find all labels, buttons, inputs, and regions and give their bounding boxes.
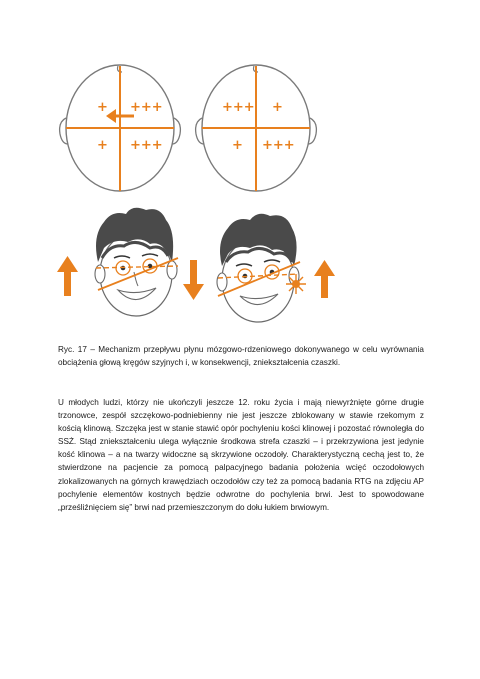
skull-left-label-q3: + [97,138,108,153]
figure-caption: Ryc. 17 – Mechanizm przepływu płynu mózgowo-rdzeniowego dokonywanego w celu wyrównania obciążenia głową kręgów szyjnych i, w konsekwencji, zniekształcenia czaszki. [58,345,424,367]
arrow-up-icon [57,256,78,296]
boy-face-right [217,214,306,322]
arrow-up-icon [314,260,335,298]
skull-left [60,65,181,191]
body-paragraph: U młodych ludzi, którzy nie ukończyli jeszcze 12. roku życia i mają niewyrżnięte górne drugie trzonowce, zespół szczękowo-podniebienny nie jest jeszcze zblokowany w stawie rzekomym z kością klinową. Szczęka jest w stanie stawić opór pochyleniu kości klinowej i pozostać równoległa do SSŻ. Stąd zniekształceniu ulega wyłącznie środkowa strefa czaszki – i przekrzywiona jest jedynie kość klinowa – a na twarzy widoczne są skrzywione oczodoły. Charakterystyczną cechą jest to, że stwierdzone na pacjencie za pomocą palpacyjnego badania położenia wcięć oczodołowych zlokalizowanych na górnych krawędziach oczodołów czy też za pomocą badania RTG na zdjęciu AP pochylenie elementów kostnych będzie odwrotne do pochylenia brwi. Jest to spowodowane „prześliźnięciem się” brwi nad przemieszczonym do dołu łukiem brwiowym. [58,398,424,512]
skull-right-label-q4: +++ [262,138,295,153]
skull-right-label-q2: + [272,100,283,115]
skull-left-label-q1: + [97,100,108,115]
boy-face-left [95,208,178,316]
impact-burst-icon [286,274,306,294]
skull-left-label-q4: +++ [130,138,163,153]
skull-left-label-q2: +++ [130,100,163,115]
arrow-down-icon [183,260,204,300]
illustration [0,0,480,330]
skull-right-label-q3: + [232,138,243,153]
skull-right [196,65,317,191]
skull-right-label-q1: +++ [222,100,255,115]
